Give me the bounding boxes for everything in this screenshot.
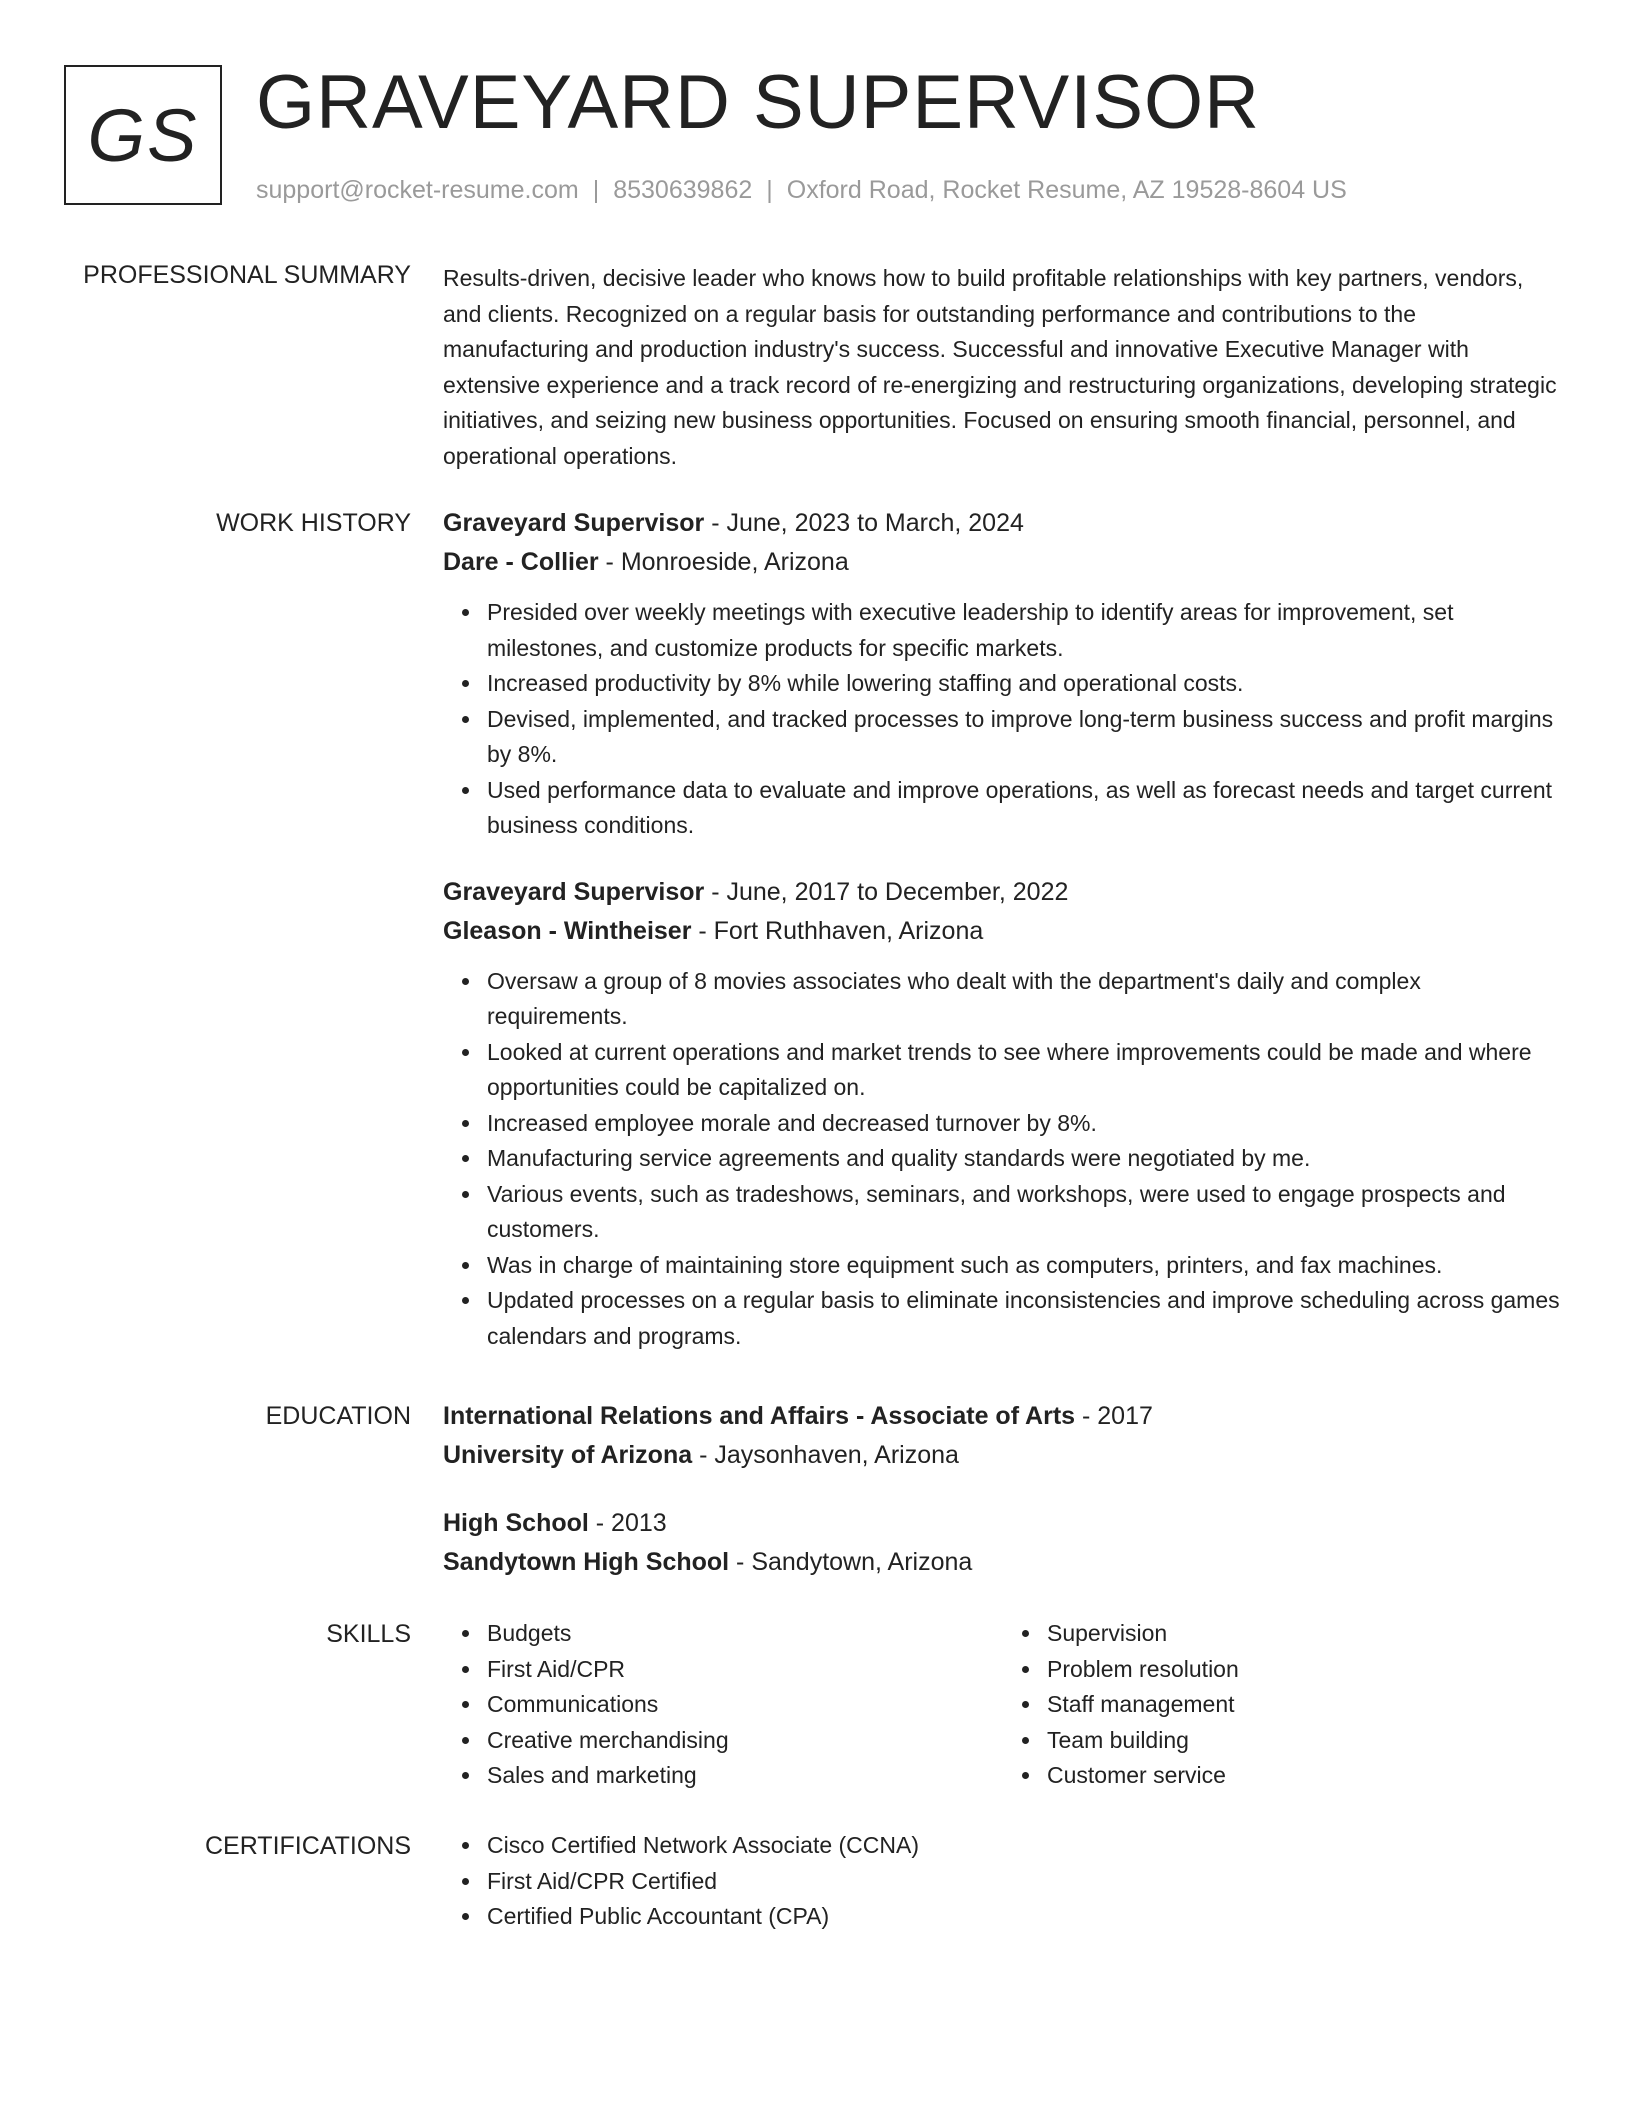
degree: High School	[443, 1509, 589, 1537]
job-dates: - June, 2023 to March, 2024	[704, 509, 1024, 537]
job-title: Graveyard Supervisor	[443, 877, 705, 906]
monogram-initials: GS	[87, 93, 199, 177]
job-company: Gleason - Wintheiser	[443, 916, 692, 945]
list-item: Creative merchandising	[487, 1723, 1003, 1759]
list-item: Supervision	[1047, 1616, 1563, 1652]
list-item: Communications	[487, 1687, 1003, 1723]
education-entry	[443, 1397, 1563, 1475]
list-item: Looked at current operations and market trends to see where improvements could be made and where opportunities could be capitalized on.	[487, 1035, 1563, 1106]
contact-phone[interactable]: 8530639862	[613, 176, 753, 204]
skills-list-right	[1003, 1616, 1563, 1794]
contact-separator: |	[766, 176, 773, 204]
list-item: Sales and marketing	[487, 1758, 1003, 1794]
list-item: Used performance data to evaluate and improve operations, as well as forecast needs and target current business conditions.	[487, 773, 1563, 844]
list-item: Devised, implemented, and tracked processes to improve long-term business success and profit margins by 8%.	[487, 702, 1563, 773]
school-location: - Sandytown, Arizona	[729, 1548, 973, 1576]
job-company-line	[443, 912, 1563, 951]
job-company-line	[443, 543, 1563, 582]
list-item: Staff management	[1047, 1687, 1563, 1723]
list-item: Cisco Certified Network Associate (CCNA)	[487, 1828, 1563, 1864]
degree-year: - 2013	[588, 1509, 667, 1537]
list-item: Presided over weekly meetings with executive leadership to identify areas for improvement, set milestones, and customize products for specific markets.	[487, 595, 1563, 666]
job-location: - Monroeside, Arizona	[598, 548, 849, 576]
skills-grid	[443, 1616, 1563, 1794]
monogram-badge	[64, 65, 222, 205]
school: University of Arizona	[443, 1441, 693, 1469]
job-title: Graveyard Supervisor	[443, 509, 705, 537]
list-item: Certified Public Accountant (CPA)	[487, 1899, 1563, 1935]
list-item: Various events, such as tradeshows, seminars, and workshops, were used to engage prospects and customers.	[487, 1177, 1563, 1248]
list-item: Oversaw a group of 8 movies associates who dealt with the department's daily and complex requirements.	[487, 964, 1563, 1035]
school: Sandytown High School	[443, 1548, 730, 1576]
school-location: - Jaysonhaven, Arizona	[692, 1441, 959, 1469]
job-title-line	[443, 873, 1563, 912]
list-item: Customer service	[1047, 1758, 1563, 1794]
list-item: Budgets	[487, 1616, 1003, 1652]
degree-line	[443, 1504, 1563, 1543]
list-item: First Aid/CPR Certified	[487, 1864, 1563, 1900]
skills-heading: SKILLS	[326, 1620, 411, 1648]
contact-separator: |	[592, 176, 600, 204]
contact-line	[256, 172, 1347, 208]
job-dates: - June, 2017 to December, 2022	[704, 877, 1069, 906]
contact-address: Oxford Road, Rocket Resume, AZ 19528-8604 US	[786, 176, 1347, 204]
degree-line	[443, 1397, 1563, 1436]
job-bullets	[443, 595, 1563, 844]
certifications-heading: CERTIFICATIONS	[204, 1832, 411, 1860]
list-item: Increased productivity by 8% while lowering staffing and operational costs.	[487, 666, 1563, 702]
list-item: First Aid/CPR	[487, 1652, 1003, 1688]
certifications-list	[443, 1828, 1563, 1935]
work-history-heading: WORK HISTORY	[216, 509, 411, 537]
job-company: Dare - Collier	[443, 548, 599, 576]
job-entry	[443, 504, 1563, 844]
summary-text: Results-driven, decisive leader who knows how to build profitable relationships with key partners, vendors, and clients. Recognized on a regular basis for outstanding performance and contributions to the manufacturing and production industry's success. Successful and innovative Executive Manager with extensive experience and a track record of re-energizing and restructuring organizations, developing strategic initiatives, and seizing new business opportunities. Focused on ensuring smooth financial, personnel, and operational operations.	[443, 265, 1557, 469]
education-heading: EDUCATION	[265, 1402, 411, 1430]
degree-year: - 2017	[1075, 1402, 1153, 1430]
degree: International Relations and Affairs - Associate of Arts	[443, 1402, 1076, 1430]
skills-list-left	[443, 1616, 1003, 1794]
summary-heading: PROFESSIONAL SUMMARY	[83, 261, 411, 289]
education-entry	[443, 1504, 1563, 1582]
school-line	[443, 1436, 1563, 1475]
job-location: - Fort Ruthhaven, Arizona	[691, 916, 984, 945]
list-item: Updated processes on a regular basis to eliminate inconsistencies and improve scheduling across games calendars and programs.	[487, 1283, 1563, 1354]
resume-name-title: GRAVEYARD SUPERVISOR	[256, 60, 1261, 145]
list-item: Team building	[1047, 1723, 1563, 1759]
list-item: Problem resolution	[1047, 1652, 1563, 1688]
job-title-line	[443, 504, 1563, 543]
job-entry	[443, 873, 1563, 1355]
list-item: Was in charge of maintaining store equipment such as computers, printers, and fax machines.	[487, 1248, 1563, 1284]
contact-email[interactable]: support@rocket-resume.com	[256, 176, 579, 204]
school-line	[443, 1543, 1563, 1582]
list-item: Increased employee morale and decreased turnover by 8%.	[487, 1106, 1563, 1142]
list-item: Manufacturing service agreements and quality standards were negotiated by me.	[487, 1141, 1563, 1177]
job-bullets	[443, 964, 1563, 1355]
